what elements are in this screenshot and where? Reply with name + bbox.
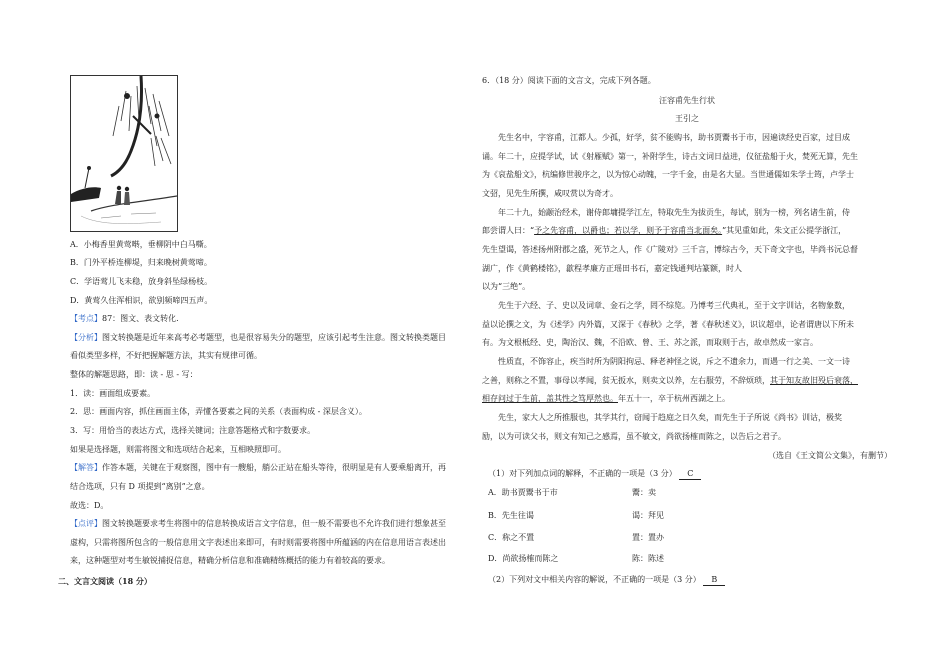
dianping-line-2: 虚构，只需将图所包含的一般信息用文字表述出来即可，有时则需要将图中所蕴涵的内在信息用语言表述出	[70, 538, 446, 547]
q1-option-c-right: 置：置办	[632, 533, 664, 542]
step-2: 2．思：画面内容，抓住画面主体，弄懂各要素之间的关系（表面构成 - 深层含义）。	[70, 407, 367, 416]
p4-line-3	[482, 394, 730, 404]
p4-underlined-2: 相存问过于生前，盖其性之笃厚然也。	[482, 394, 618, 403]
p3-line-3: 有。为文根柢经、史，陶治汉、魏，不沿欧、曾、王、苏之派，而取则于古，故卓然成一家言。	[482, 338, 818, 347]
fenxi-text-1: 图文转换题是近年来高考必考题型，也是很容易失分的题型，应该引起考生注意。图文转换类题目	[102, 333, 446, 342]
subquestion-1-text: （1）对下列加点词的解释，不正确的一项是（3 分）	[488, 469, 677, 478]
p4-line-3b: 年五十一，卒于杭州西湖之上。	[618, 394, 730, 403]
p2-line-2a: 郎尝谓人曰：“	[482, 226, 535, 235]
p5-line-1: 先生，家大人之所推服也，其学其行，窃闻于趋庭之日久矣，而先生于子所说《尚书》训诂，极奖	[498, 413, 842, 422]
p2-line-2	[482, 226, 846, 236]
subquestion-2-answer: B	[703, 575, 725, 586]
q1-option-b-left: B．先生往谒	[488, 511, 534, 520]
p4-line-1: 性质直，不饰容止，疾当时所为阴阳拘忌、释老神怪之说，斥之不遗余力，而遇一行之美、一文一诗	[498, 357, 850, 366]
p5-line-2: 励，以为可读父书，则文有知己之感焉，虽不敏文，尚欲扬榷而陈之，以告后之君子。	[482, 432, 786, 441]
q1-option-b-right: 谒：拜见	[632, 511, 664, 520]
passage-author: 王引之	[675, 114, 699, 123]
boat-painting-svg	[71, 76, 177, 231]
fenxi-line-1	[70, 333, 446, 343]
p1-line-2: 诵。年二十，应提学试，试《射雁赋》第一，补附学生，诗古文词日益进，仪征盐船于火，焚死无算，先生	[482, 152, 858, 161]
kaodian-line	[70, 314, 179, 324]
passage-source: （选自《王文简公文集》，有删节）	[768, 451, 892, 460]
step-3: 3．写：用恰当的表达方式，选择关键词；注意答题格式和字数要求。	[70, 426, 316, 435]
dianping-tag: 【点评】	[70, 519, 102, 528]
option-b: B．门外平桥连柳堤，归来晚树黄莺啼。	[70, 258, 212, 267]
jieda-tag: 【解答】	[70, 463, 102, 472]
section-heading: 二、文言文阅读（18 分）	[58, 576, 152, 586]
passage-title: 汪容甫先生行状	[659, 96, 715, 105]
fenxi-line-2: 看似类型多样，不好把握解题方法，其实有规律可循。	[70, 351, 262, 360]
p4-line-2a: 之善，则称之不置，事母以孝闻，贫无扳水，则卖文以养，左右服劳，不辞烦琐，	[482, 376, 770, 385]
steps-intro: 整体的解题思路，即：读 - 思 - 写：	[70, 370, 198, 379]
p2-quote-underlined: 予之先容甫，以爵也；若以学，则予于容甫当北面矣。	[534, 226, 723, 235]
q1-option-a-left: A．助书贾鬻书于市	[488, 488, 558, 497]
kaodian-tag: 【考点】	[70, 314, 102, 323]
p4-underlined-1: 其于知友故旧殁后衰落，	[770, 376, 858, 385]
kaodian-text: 87：图文、表文转化.	[102, 314, 179, 323]
subquestion-2-text: （2）下列对文中相关内容的解说，不正确的一项是（3 分）	[488, 575, 701, 584]
p2-line-1: 年二十九，始颛治经术，谢侍郎墉提学江左，特取先生为拔贡生，每试，别为一榜，列名诸生前，侍	[498, 208, 850, 217]
guxuan-line: 故选：D。	[70, 501, 109, 510]
dianping-line-1	[70, 519, 446, 529]
p2-line-2b: ”其见重如此，朱文正公提学浙江，	[722, 226, 847, 235]
p3-line-2: 益以论撰之文，为《述学》内外篇，又深于《春秋》之学，著《春秋述义》，识议超卓，论者谓唐以下所未	[482, 320, 854, 329]
step-choice: 如果是选择题，则需将图文和选项结合起来，互相映照即可。	[70, 445, 286, 454]
p2-line-4: 湖广，作《黄鹤楼铭》，歙程孝廉方正瑶田书石，嘉定钱通判坫篆额，时人	[482, 264, 742, 273]
p2-line-3: 先生望谒，答述扬州附郡之盛，死节之人，作《广陵对》三千言，博综古今，天下奇文字也，毕尚书沅总督	[482, 245, 858, 254]
subquestion-1-answer: C	[679, 469, 701, 480]
step-1: 1．读：画面组成要素。	[70, 389, 156, 398]
option-c: C．学语莺儿飞未稳，放身斜坠绿杨枝。	[70, 277, 213, 286]
q1-option-c-left: C．称之不置	[488, 533, 535, 542]
subquestion-1	[488, 469, 701, 480]
jieda-line-2: 结合选项，只有 D 项提到“离别”之意。	[70, 482, 210, 491]
jieda-text-1: 作答本题，关键在于观察图，图中有一艘船，艄公正站在船头等待，很明显是有人要乘船离开，再	[102, 463, 446, 472]
p1-line-1: 先生名中，字容甫，江都人。少孤，好学，贫不能购书，助书贾鬻书于市，因遍读经史百家，过目成	[498, 133, 850, 142]
dianping-line-3: 来，这种题型对考生敏锐捕捉信息，精确分析信息和准确精练概括的能力有着较高的要求。	[70, 556, 390, 565]
q1-option-a-right: 鬻：卖	[632, 488, 656, 497]
p2-line-5: 以为“三绝”。	[482, 282, 531, 291]
dianping-text-1: 图文转换题要求考生将图中的信息转换成语言文字信息，但一般不需要也不允许我们进行想象甚至	[102, 519, 446, 528]
subquestion-2	[488, 575, 725, 586]
question-6-heading: 6．（18 分）阅读下面的文言文，完成下列各题。	[482, 76, 656, 85]
option-d: D．黄莺久住浑相识，欲别频啼四五声。	[70, 296, 213, 305]
option-a: A．小梅香里黄莺啭，垂柳阴中白马嘶。	[70, 240, 212, 249]
p4-line-2	[482, 376, 858, 386]
p1-line-4: 文弨，见先生所撰，咸叹赏以为奇才。	[482, 189, 618, 198]
p3-line-1: 先生于六经、子、史以及词章、金石之学，罔不综览。乃博考三代典礼，至于文字训诂，名物象数，	[498, 301, 850, 310]
ink-painting-figure	[70, 75, 178, 232]
q1-option-d-left: D．尚欲扬榷而陈之	[488, 554, 559, 563]
fenxi-tag: 【分析】	[70, 333, 102, 342]
p1-line-3: 为《哀盐船文》，杭编修世骏序之，以为惊心动魄，一字千金，由是名大显。当世通儒如朱学士筠，卢学士	[482, 170, 854, 179]
jieda-line-1	[70, 463, 446, 473]
q1-option-d-right: 陈：陈述	[632, 554, 664, 563]
